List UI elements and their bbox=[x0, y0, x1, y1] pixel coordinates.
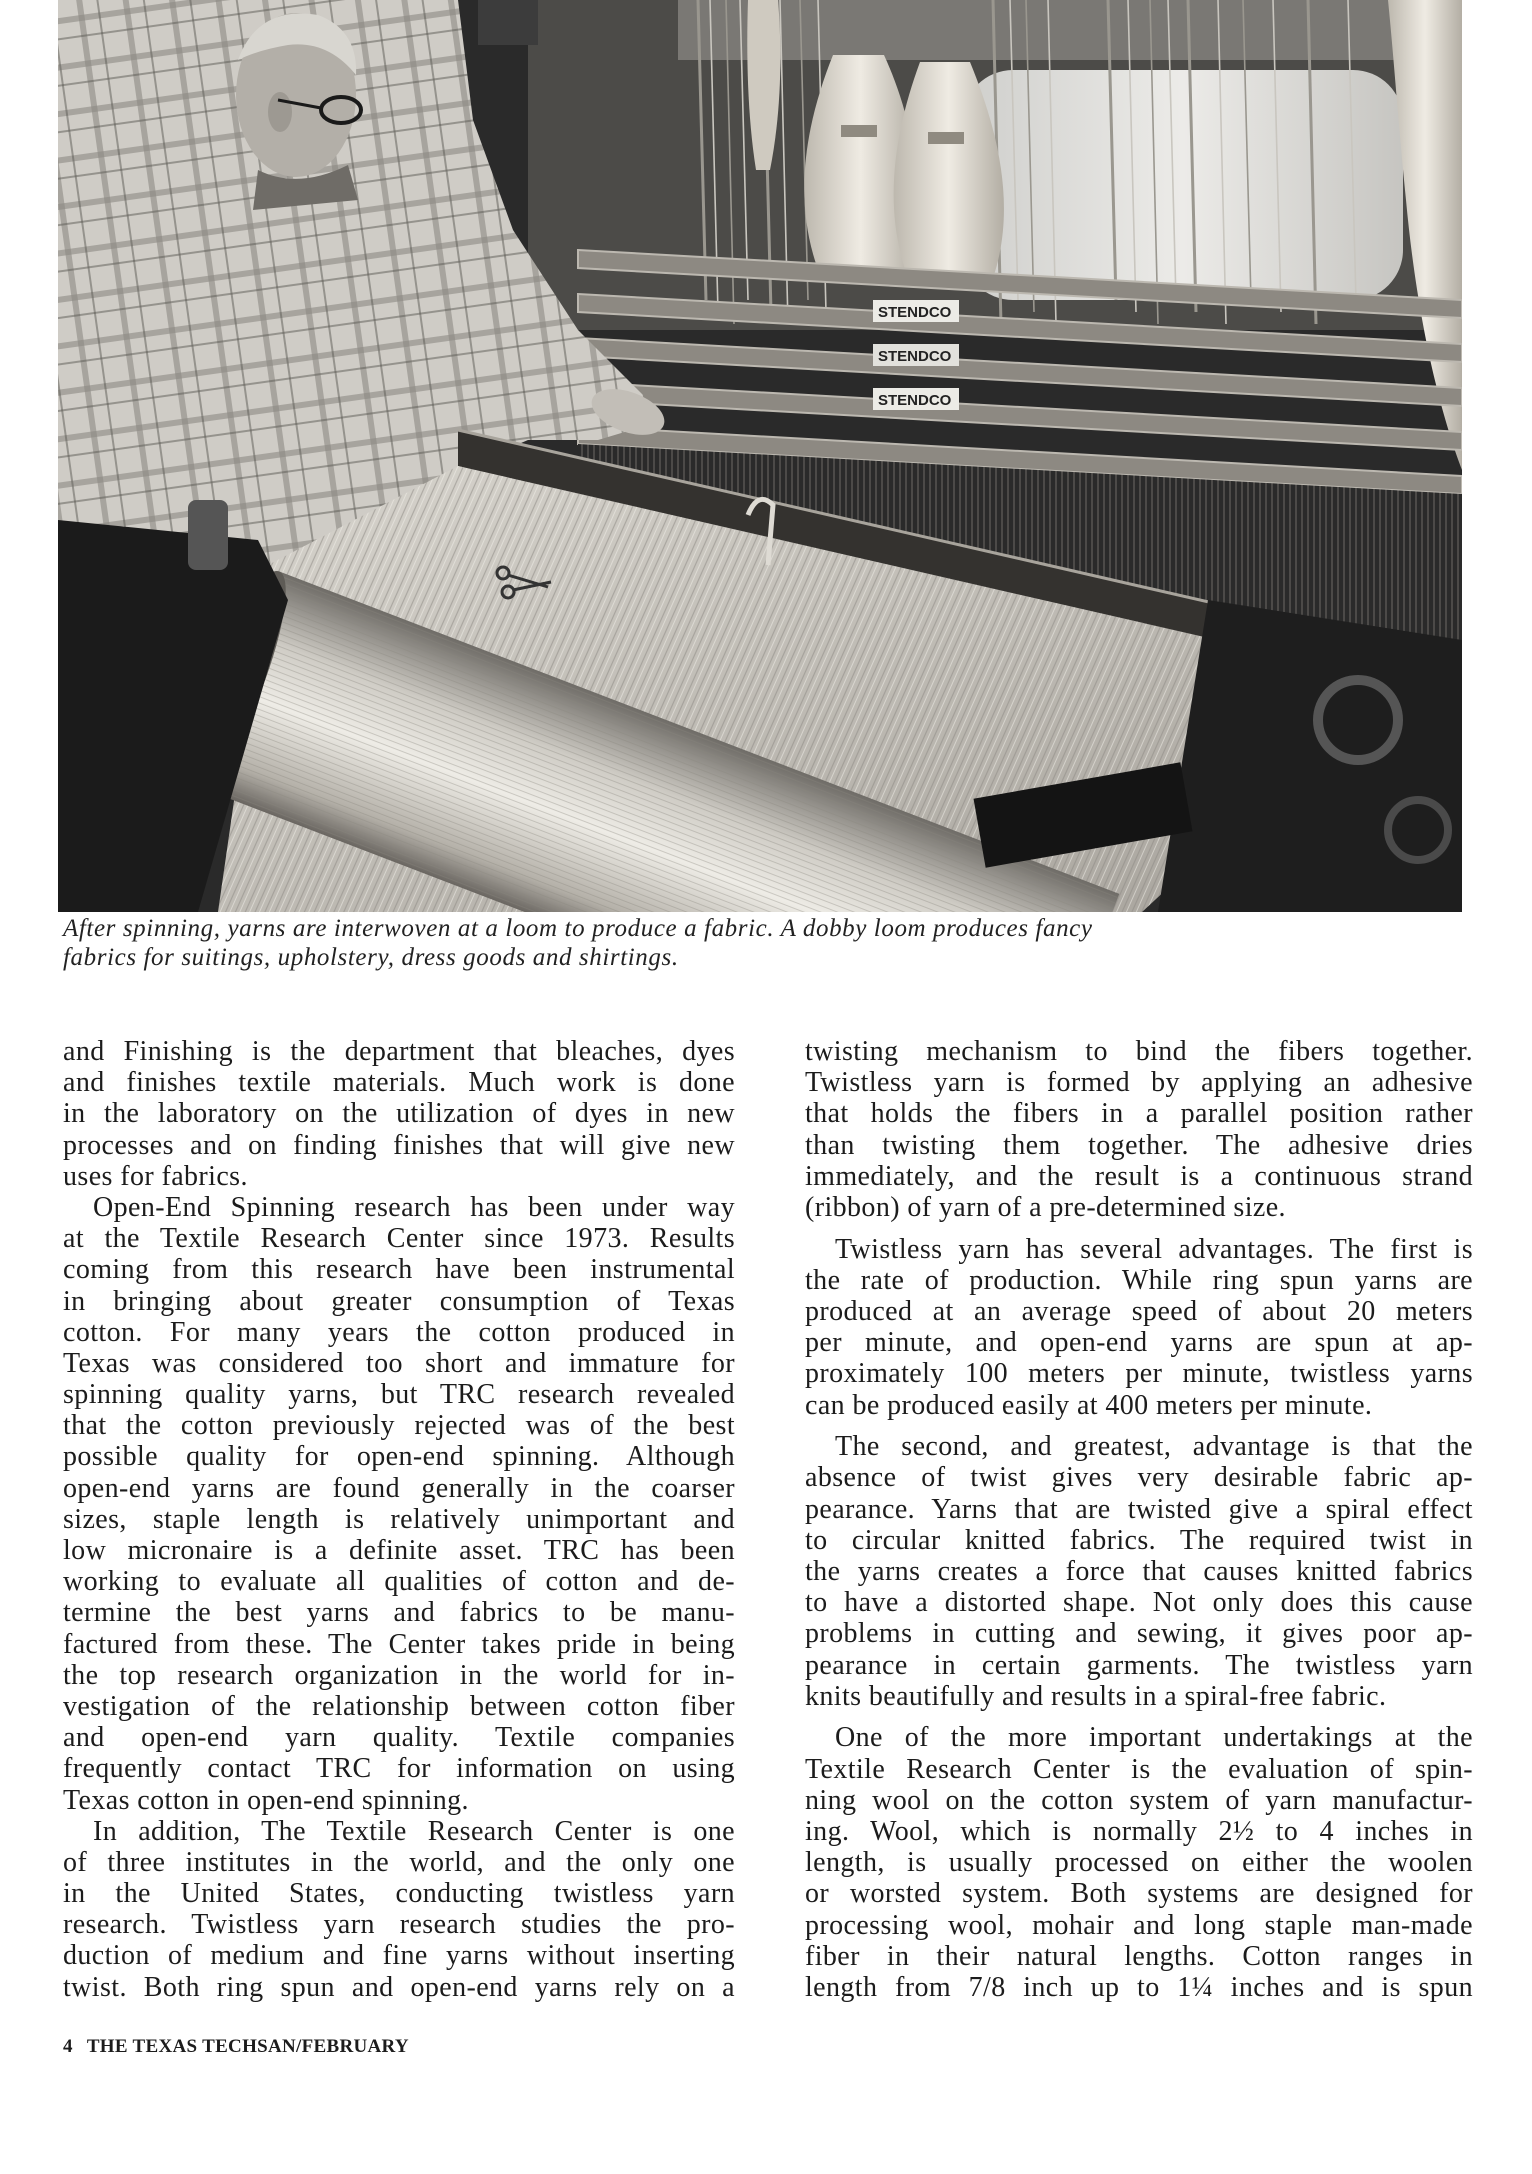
text-line: termine the best yarns and fabrics to be manu- bbox=[63, 1597, 735, 1629]
paragraph bbox=[63, 1036, 735, 1192]
text-line: in bringing about greater consumption of Texas bbox=[63, 1285, 735, 1317]
text-line: Open-End Spinning research has been under way bbox=[93, 1191, 735, 1223]
wall-gadget bbox=[478, 0, 538, 45]
photo-caption bbox=[63, 914, 1363, 972]
text-line: frequently contact TRC for information on using bbox=[63, 1753, 735, 1785]
text-line: The second, and greatest, advantage is that the bbox=[835, 1431, 1473, 1463]
text-line: ing. Wool, which is normally 2½ to 4 inches in bbox=[805, 1816, 1473, 1847]
text-line: length from 7/8 inch up to 1¼ inches and is spun bbox=[805, 1971, 1473, 2003]
text-line: that the cotton previously rejected was of the best bbox=[63, 1410, 735, 1442]
text-line: fiber in their natural lengths. Cotton ranges in bbox=[805, 1940, 1473, 1972]
paragraph bbox=[805, 1234, 1473, 1421]
text-line: twist. Both ring spun and open-end yarns rely on a bbox=[63, 1971, 735, 2003]
paragraph bbox=[805, 1036, 1473, 1223]
text-line: in the United States, conducting twistless yarn bbox=[63, 1878, 735, 1910]
text-line: per minute, and open-end yarns are spun at ap- bbox=[805, 1327, 1473, 1359]
text-line: Twistless yarn is formed by applying an adhesive bbox=[805, 1067, 1473, 1099]
text-line: working to evaluate all qualities of cotton and de- bbox=[63, 1566, 735, 1598]
text-line: to have a distorted shape. Not only does this cause bbox=[805, 1587, 1473, 1619]
text-line: and finishes textile materials. Much work is done bbox=[63, 1067, 735, 1099]
text-line: Texas was considered too short and immature for bbox=[63, 1347, 735, 1379]
paragraph bbox=[63, 1816, 735, 2003]
text-line: pearance in certain garments. The twistless yarn bbox=[805, 1649, 1473, 1681]
text-line: Textile Research Center is the evaluation of spin- bbox=[805, 1753, 1473, 1785]
right-machinery bbox=[1158, 600, 1462, 912]
text-line: absence of twist gives very desirable fabric ap- bbox=[805, 1462, 1473, 1494]
text-line: vestigation of the relationship between cotton fiber bbox=[63, 1690, 735, 1722]
frame-label: STENDCO bbox=[878, 392, 952, 409]
text-line: cotton. For many years the cotton produced in bbox=[63, 1316, 735, 1348]
text-line: processing wool, mohair and long staple man-made bbox=[805, 1909, 1473, 1941]
text-line: can be produced easily at 400 meters per minute. bbox=[805, 1389, 1373, 1421]
paragraph bbox=[63, 1192, 735, 1816]
top-light-band bbox=[678, 0, 1462, 60]
text-line: duction of medium and fine yarns without inserting bbox=[63, 1940, 735, 1972]
caption-line: fabrics for suitings, upholstery, dress goods and shirtings. bbox=[63, 944, 679, 971]
text-line: that holds the fibers in a parallel position rather bbox=[805, 1098, 1473, 1130]
yarn-tie bbox=[841, 125, 877, 137]
frame-label: STENDCO bbox=[878, 348, 952, 365]
text-line: possible quality for open-end spinning. Although bbox=[63, 1441, 735, 1473]
text-line: or worsted system. Both systems are designed for bbox=[805, 1878, 1473, 1910]
text-line: the rate of production. While ring spun yarns are bbox=[805, 1264, 1473, 1296]
text-line: immediately, and the result is a continuous strand bbox=[805, 1160, 1473, 1192]
text-line: processes and on finding finishes that will give new bbox=[63, 1129, 735, 1161]
text-line: the yarns creates a force that causes knitted fabrics bbox=[805, 1556, 1473, 1587]
text-line: spinning quality yarns, but TRC research revealed bbox=[63, 1379, 735, 1411]
text-line: to circular knitted fabrics. The required twist in bbox=[805, 1524, 1473, 1556]
text-line: at the Textile Research Center since 1973. Results bbox=[63, 1223, 735, 1255]
right-machine-body bbox=[1158, 600, 1462, 912]
text-line: pearance. Yarns that are twisted give a spiral effect bbox=[805, 1493, 1473, 1525]
text-line: One of the more important undertakings at the bbox=[835, 1722, 1473, 1754]
text-line: of three institutes in the world, and the only one bbox=[63, 1846, 735, 1878]
text-line: knits beautifully and results in a spiral-free fabric. bbox=[805, 1680, 1387, 1712]
text-line: problems in cutting and sewing, it gives poor ap- bbox=[805, 1618, 1473, 1650]
text-line: open-end yarns are found generally in the coarser bbox=[63, 1472, 735, 1504]
text-line: research. Twistless yarn research studies the pro- bbox=[63, 1909, 735, 1941]
right-text-column bbox=[805, 1036, 1473, 2003]
left-lever bbox=[188, 500, 228, 570]
text-line: produced at an average speed of about 20 meters bbox=[805, 1296, 1473, 1327]
text-line: Twistless yarn has several advantages. The first is bbox=[835, 1233, 1473, 1265]
text-line: (ribbon) of yarn of a pre-determined size. bbox=[805, 1191, 1286, 1223]
text-line: and open-end yarn quality. Textile companies bbox=[63, 1722, 735, 1754]
text-line: and Finishing is the department that bleaches, dyes bbox=[63, 1036, 735, 1067]
paragraph bbox=[805, 1722, 1473, 2003]
yarn-tie bbox=[928, 132, 964, 144]
text-line: twisting mechanism to bind the fibers together. bbox=[805, 1036, 1473, 1067]
text-line: length, is usually processed on either the woolen bbox=[805, 1847, 1473, 1879]
publication-title: THE TEXAS TECHSAN/FEBRUARY bbox=[86, 2036, 409, 2057]
paragraph bbox=[805, 1431, 1473, 1712]
loom-photo bbox=[58, 0, 1462, 912]
text-line: the top research organization in the world for in- bbox=[63, 1659, 735, 1691]
text-line: Texas cotton in open-end spinning. bbox=[63, 1784, 469, 1816]
text-line: in the laboratory on the utilization of dyes in new bbox=[63, 1098, 735, 1130]
caption-line: After spinning, yarns are interwoven at a loom to produce a fabric. A dobby loom produces fancy bbox=[63, 915, 1093, 942]
text-line: low micronaire is a definite asset. TRC has been bbox=[63, 1535, 735, 1566]
frame-labels bbox=[873, 300, 959, 410]
text-line: uses for fabrics. bbox=[63, 1160, 248, 1192]
text-line: than twisting them together. The adhesive dries bbox=[805, 1129, 1473, 1161]
left-text-column bbox=[63, 1036, 735, 2003]
operator-ear bbox=[268, 92, 292, 132]
page-number: 4 bbox=[63, 2036, 73, 2057]
text-line: factured from these. The Center takes pride in being bbox=[63, 1628, 735, 1660]
text-line: proximately 100 meters per minute, twistless yarns bbox=[805, 1358, 1473, 1390]
text-line: In addition, The Textile Research Center is one bbox=[93, 1815, 735, 1847]
frame-label: STENDCO bbox=[878, 304, 952, 321]
page-footer bbox=[63, 2035, 409, 2059]
text-line: ning wool on the cotton system of yarn manufactur- bbox=[805, 1784, 1473, 1816]
text-line: sizes, staple length is relatively unimportant and bbox=[63, 1503, 735, 1535]
text-line: coming from this research have been instrumental bbox=[63, 1254, 735, 1286]
